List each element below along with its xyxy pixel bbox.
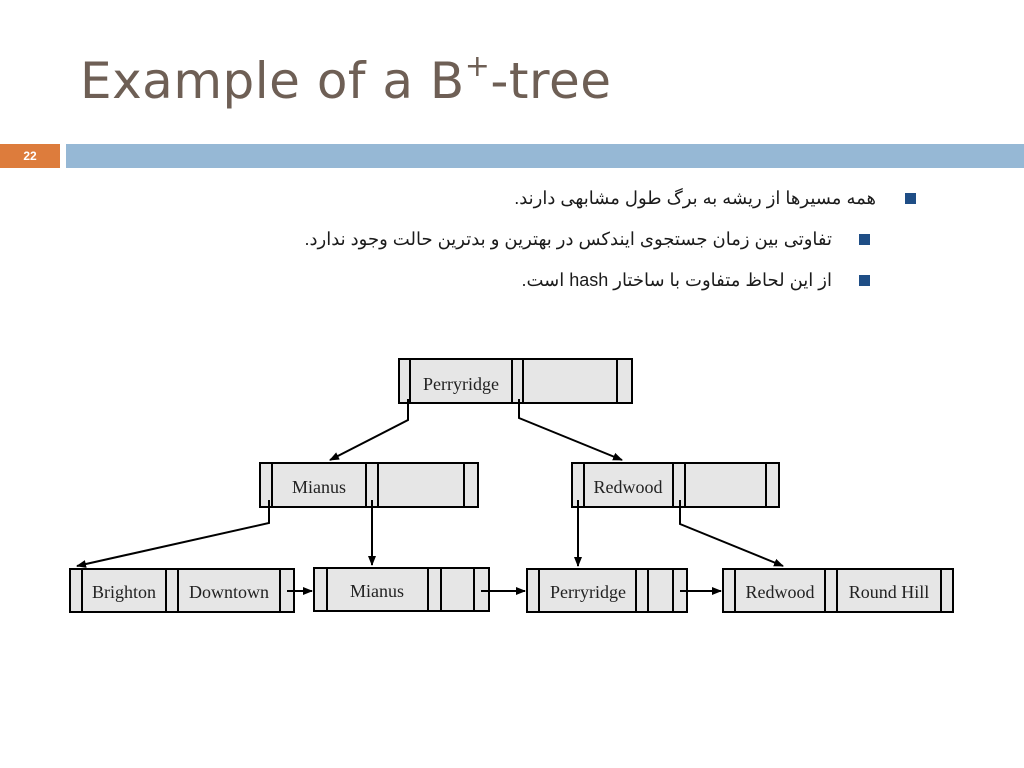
bullet-item: از این لحاظ متفاوت با ساختار hash است. bbox=[156, 268, 916, 292]
bullet-item: همه مسیرها از ریشه به برگ طول مشابهی دارند. bbox=[156, 186, 916, 210]
pointer-arrow bbox=[330, 399, 408, 460]
internal-key: Redwood bbox=[593, 477, 663, 497]
leaf-key: Round Hill bbox=[848, 582, 930, 602]
slide-number: 22 bbox=[0, 144, 60, 168]
internal-key: Mianus bbox=[292, 477, 346, 497]
pointer-arrow bbox=[77, 500, 269, 566]
leaf-key: Perryridge bbox=[550, 582, 626, 602]
leaf-node-4 bbox=[723, 569, 953, 612]
pointer-arrow bbox=[519, 399, 622, 460]
bullet-item: تفاوتی بین زمان جستجوی ایندکس در بهترین و بدترین حالت وجود ندارد. bbox=[156, 227, 916, 251]
leaf-key: Downtown bbox=[189, 582, 269, 602]
leaf-node-2 bbox=[314, 568, 489, 611]
internal-node-left bbox=[260, 463, 478, 507]
leaf-key: Brighton bbox=[91, 582, 157, 602]
slide-title: Example of a B+-tree bbox=[80, 49, 612, 110]
title-superscript: + bbox=[464, 49, 491, 84]
internal-node-right bbox=[572, 463, 779, 507]
leaf-node-1 bbox=[70, 569, 294, 612]
leaf-key: Mianus bbox=[350, 581, 404, 601]
root-node bbox=[399, 359, 632, 403]
pointer-arrow bbox=[680, 500, 783, 566]
root-key: Perryridge bbox=[423, 374, 499, 394]
leaf-node-3 bbox=[527, 569, 687, 612]
leaf-key: Redwood bbox=[745, 582, 815, 602]
